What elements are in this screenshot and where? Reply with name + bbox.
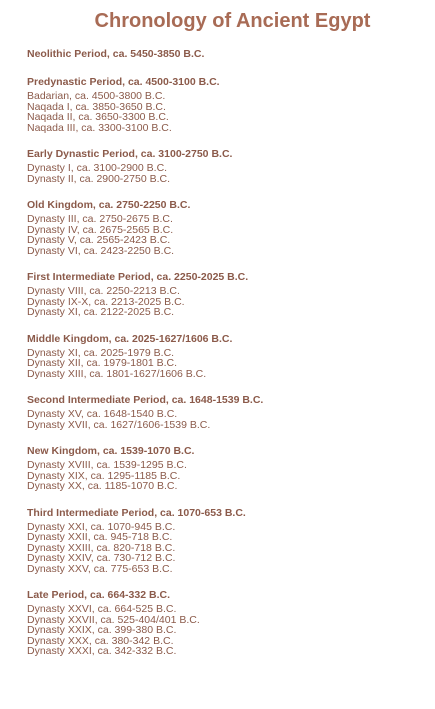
list-item: Dynasty VIII, ca. 2250-2213 B.C. (27, 285, 180, 297)
list-item: Dynasty XXV, ca. 775-653 B.C. (27, 562, 173, 575)
section-old-kingdom (27, 199, 435, 256)
list-item: Dynasty XIX, ca. 1295-1185 B.C. (27, 469, 181, 482)
list-item: Dynasty XI, ca. 2025-1979 B.C. (27, 346, 175, 359)
list-item: Dynasty XXVI, ca. 664-525 B.C. (27, 603, 177, 615)
list-item: Dynasty V, ca. 2565-2423 B.C. (27, 234, 171, 246)
list-item: Naqada III, ca. 3300-3100 B.C. (27, 121, 172, 134)
section-heading: Late Period, ca. 664-332 B.C. (27, 589, 170, 601)
section-first-intermediate (27, 271, 435, 318)
section-late-period (27, 589, 435, 657)
section-early-dynastic (27, 148, 435, 184)
section-second-intermediate (27, 394, 435, 430)
section-heading: First Intermediate Period, ca. 2250-2025 B.C. (27, 271, 249, 283)
list-item: Dynasty III, ca. 2750-2675 B.C. (27, 213, 173, 225)
list-item: Naqada II, ca. 3650-3300 B.C. (27, 111, 169, 123)
list-item: Dynasty XI, ca. 2122-2025 B.C. (27, 306, 175, 318)
list-item: Dynasty XXII, ca. 945-718 B.C. (27, 531, 173, 543)
list-item: Dynasty XVII, ca. 1627/1606-1539 B.C. (27, 418, 211, 431)
list-item: Dynasty IX-X, ca. 2213-2025 B.C. (27, 295, 185, 308)
list-item: Dynasty XII, ca. 1979-1801 B.C. (27, 357, 177, 369)
section-heading: New Kingdom, ca. 1539-1070 B.C. (27, 445, 195, 457)
section-heading: Middle Kingdom, ca. 2025-1627/1606 B.C. (27, 332, 233, 345)
section-heading: Third Intermediate Period, ca. 1070-653 B.C. (27, 506, 246, 519)
page-title: Chronology of Ancient Egypt (94, 10, 371, 32)
list-item: Badarian, ca. 4500-3800 B.C. (27, 90, 166, 102)
list-item: Dynasty XXX, ca. 380-342 B.C. (27, 634, 174, 647)
list-item: Dynasty XX, ca. 1185-1070 B.C. (27, 480, 178, 492)
list-item: Dynasty XXIX, ca. 399-380 B.C. (27, 624, 177, 636)
list-item: Dynasty XXIV, ca. 730-712 B.C. (27, 552, 176, 564)
section-heading: Early Dynastic Period, ca. 3100-2750 B.C. (27, 148, 233, 160)
list-item: Dynasty VI, ca. 2423-2250 B.C. (27, 244, 175, 257)
section-heading: Old Kingdom, ca. 2750-2250 B.C. (27, 199, 191, 211)
list-item: Dynasty I, ca. 3100-2900 B.C. (27, 162, 168, 174)
list-item: Dynasty XV, ca. 1648-1540 B.C. (27, 408, 178, 420)
section-predynastic (27, 76, 435, 133)
section-new-kingdom (27, 445, 435, 492)
list-item: Dynasty XXXI, ca. 342-332 B.C. (27, 645, 177, 657)
section-neolithic (27, 48, 435, 61)
list-item: Dynasty XXI, ca. 1070-945 B.C. (27, 520, 176, 533)
chronology-list (27, 48, 435, 672)
list-item: Dynasty XXIII, ca. 820-718 B.C. (27, 541, 176, 554)
list-item: Dynasty XIII, ca. 1801-1627/1606 B.C. (27, 367, 207, 380)
section-heading: Neolithic Period, ca. 5450-3850 B.C. (27, 48, 205, 60)
list-item: Naqada I, ca. 3850-3650 B.C. (27, 100, 166, 113)
list-item: Dynasty XVIII, ca. 1539-1295 B.C. (27, 459, 187, 471)
section-heading: Predynastic Period, ca. 4500-3100 B.C. (27, 76, 220, 88)
list-item: Dynasty II, ca. 2900-2750 B.C. (27, 172, 170, 185)
section-third-intermediate (27, 507, 435, 575)
list-item: Dynasty XXVII, ca. 525-404/401 B.C. (27, 613, 200, 626)
list-item: Dynasty IV, ca. 2675-2565 B.C. (27, 223, 174, 236)
section-heading: Second Intermediate Period, ca. 1648-1539 B.C. (27, 394, 264, 406)
section-middle-kingdom (27, 333, 435, 380)
